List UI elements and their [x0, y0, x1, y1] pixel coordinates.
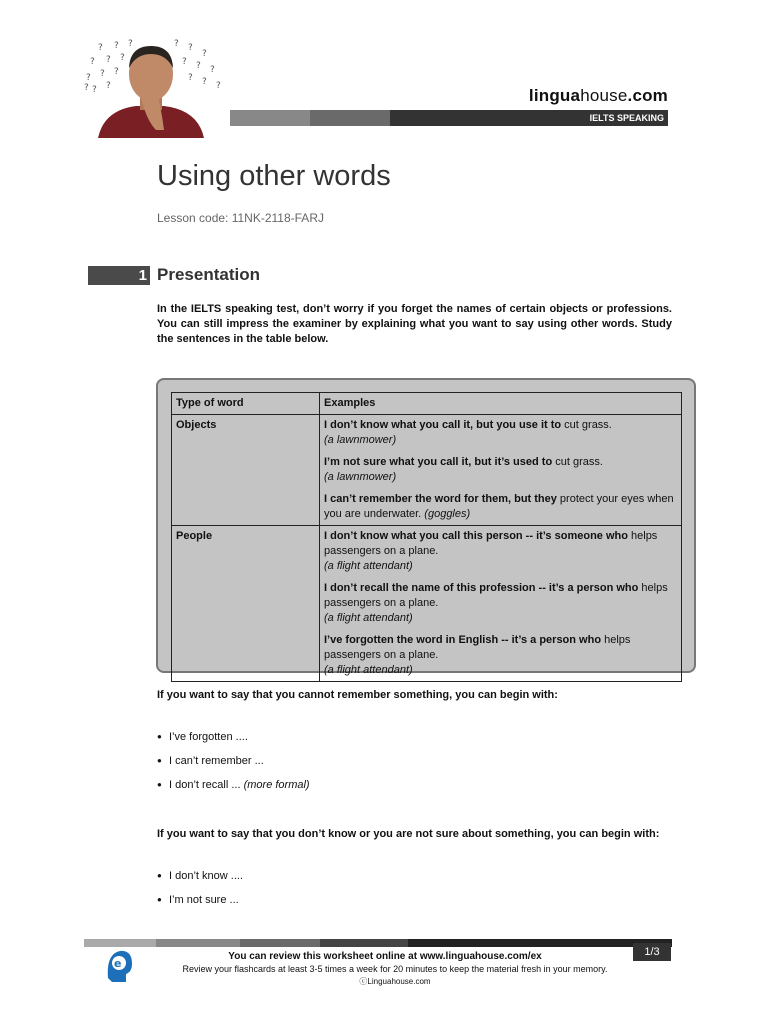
word-type-cell: Objects: [172, 415, 320, 526]
example-lead: I’ve forgotten the word in English -- it’s a person who: [324, 634, 602, 646]
page-number: 1/3: [633, 943, 671, 961]
svg-text:?: ?: [174, 39, 179, 49]
page-title: Using other words: [157, 160, 391, 192]
example-rest: helps passengers on a plane.: [324, 530, 658, 557]
svg-text:?: ?: [202, 49, 207, 59]
bullet-text: I can’t remember ...: [169, 755, 264, 767]
bullet-text: I’ve forgotten ....: [169, 731, 248, 743]
svg-text:?: ?: [90, 57, 95, 67]
footer-copyright: ⓒLinguahouse.com: [359, 977, 431, 986]
example-rest: cut grass.: [561, 419, 612, 431]
svg-text:?: ?: [84, 83, 89, 93]
color-bar-segment: [320, 939, 408, 947]
example-answer: (goggles): [424, 508, 471, 520]
svg-text:?: ?: [100, 69, 105, 79]
examples-table: [171, 392, 682, 682]
example-sentence: [324, 418, 677, 448]
footer-flashcards-tip: Review your flashcards at least 3-5 times a week for 20 minutes to keep the material fresh in your memory.: [182, 964, 608, 974]
svg-text:?: ?: [128, 39, 133, 49]
example-answer: (a flight attendant): [324, 560, 413, 572]
header-examples: Examples: [320, 393, 682, 415]
example-sentence: [324, 529, 677, 574]
bullet-text: I don’t know ....: [169, 870, 243, 882]
svg-text:?: ?: [188, 73, 193, 83]
bullet-item: [157, 893, 243, 917]
svg-text:?: ?: [210, 65, 215, 75]
section-title: Presentation: [157, 265, 260, 284]
svg-text:?: ?: [188, 43, 193, 53]
examples-cell: [320, 415, 682, 526]
bullet-item: [157, 730, 310, 754]
example-sentence: [324, 581, 677, 626]
example-rest: protect your eyes when you are underwater.: [324, 493, 674, 520]
svg-text:e: e: [114, 957, 122, 970]
bullet-item: [157, 778, 310, 802]
section-tag: IELTS SPEAKING: [589, 113, 664, 123]
example-lead: I don’t know what you call it, but you use it to: [324, 419, 562, 431]
svg-text:?: ?: [120, 53, 125, 63]
table-header-row: [172, 393, 682, 415]
svg-text:?: ?: [182, 57, 187, 67]
examples-cell: [320, 526, 682, 682]
table-body: [172, 415, 682, 682]
svg-text:?: ?: [86, 73, 91, 83]
example-answer: (a lawnmower): [324, 471, 397, 483]
example-lead: I don’t recall the name of this profession -- it’s a person who: [324, 582, 639, 594]
svg-text:?: ?: [106, 81, 111, 91]
svg-text:?: ?: [216, 81, 221, 91]
bullet-item: [157, 754, 310, 778]
color-bar-segment: [156, 939, 240, 947]
footer-review-online: You can review this worksheet online at www.linguahouse.com/ex: [228, 951, 542, 962]
brand-light: house: [580, 86, 628, 105]
bullet-text: I don’t recall ...: [169, 779, 244, 791]
example-sentence: [324, 455, 677, 485]
brand-logo-text: [529, 86, 668, 106]
svg-text:?: ?: [114, 41, 119, 51]
header-type: Type of word: [172, 393, 320, 415]
bullet-item: [157, 869, 243, 893]
remember-list: [157, 730, 310, 802]
brand-bold: lingua: [528, 86, 581, 105]
lesson-code: Lesson code: 11NK-2118-FARJ: [157, 211, 324, 225]
bullet-text: I’m not sure ...: [169, 894, 239, 906]
svg-text:?: ?: [106, 55, 111, 65]
remember-prompt: If you want to say that you cannot remember something, you can begin with:: [157, 689, 558, 701]
example-rest: helps passengers on a plane.: [324, 634, 631, 661]
svg-text:?: ?: [98, 43, 103, 53]
svg-text:?: ?: [92, 85, 97, 95]
not-sure-prompt: If you want to say that you don’t know or you are not sure about something, you can begin with:: [157, 828, 660, 840]
example-answer: (a lawnmower): [324, 434, 397, 446]
example-sentence: [324, 492, 677, 522]
bullet-note: (more formal): [243, 779, 310, 791]
not-sure-list: [157, 869, 243, 917]
word-type-cell: People: [172, 526, 320, 682]
section-number: 1: [88, 266, 150, 285]
footer-color-bars: [84, 939, 672, 947]
intro-paragraph: In the IELTS speaking test, don’t worry if you forget the names of certain objects or professions. You can still impress the examiner by explaining what you want to say using other words. Study the sentences in the table below.: [157, 303, 672, 345]
table-row: [172, 526, 682, 682]
example-answer: (a flight attendant): [324, 612, 413, 624]
color-bar-segment: [310, 110, 390, 126]
color-bar-segment: [84, 939, 156, 947]
table-row: [172, 415, 682, 526]
thinking-man-photo: [70, 34, 230, 138]
example-answer: (a flight attendant): [324, 664, 413, 676]
example-lead: I can’t remember the word for them, but they: [324, 493, 557, 505]
example-lead: I don’t know what you call this person -- it’s someone who: [324, 530, 628, 542]
svg-text:?: ?: [202, 77, 207, 87]
example-rest: helps passengers on a plane.: [324, 582, 668, 609]
svg-text:?: ?: [114, 67, 119, 77]
color-bar-segment: [240, 939, 320, 947]
color-bar-segment: [230, 110, 310, 126]
example-sentence: [324, 633, 677, 678]
example-rest: cut grass.: [552, 456, 603, 468]
svg-text:?: ?: [196, 61, 201, 71]
example-lead: I’m not sure what you call it, but it’s used to: [324, 456, 553, 468]
brand-tld: .com: [627, 86, 668, 105]
